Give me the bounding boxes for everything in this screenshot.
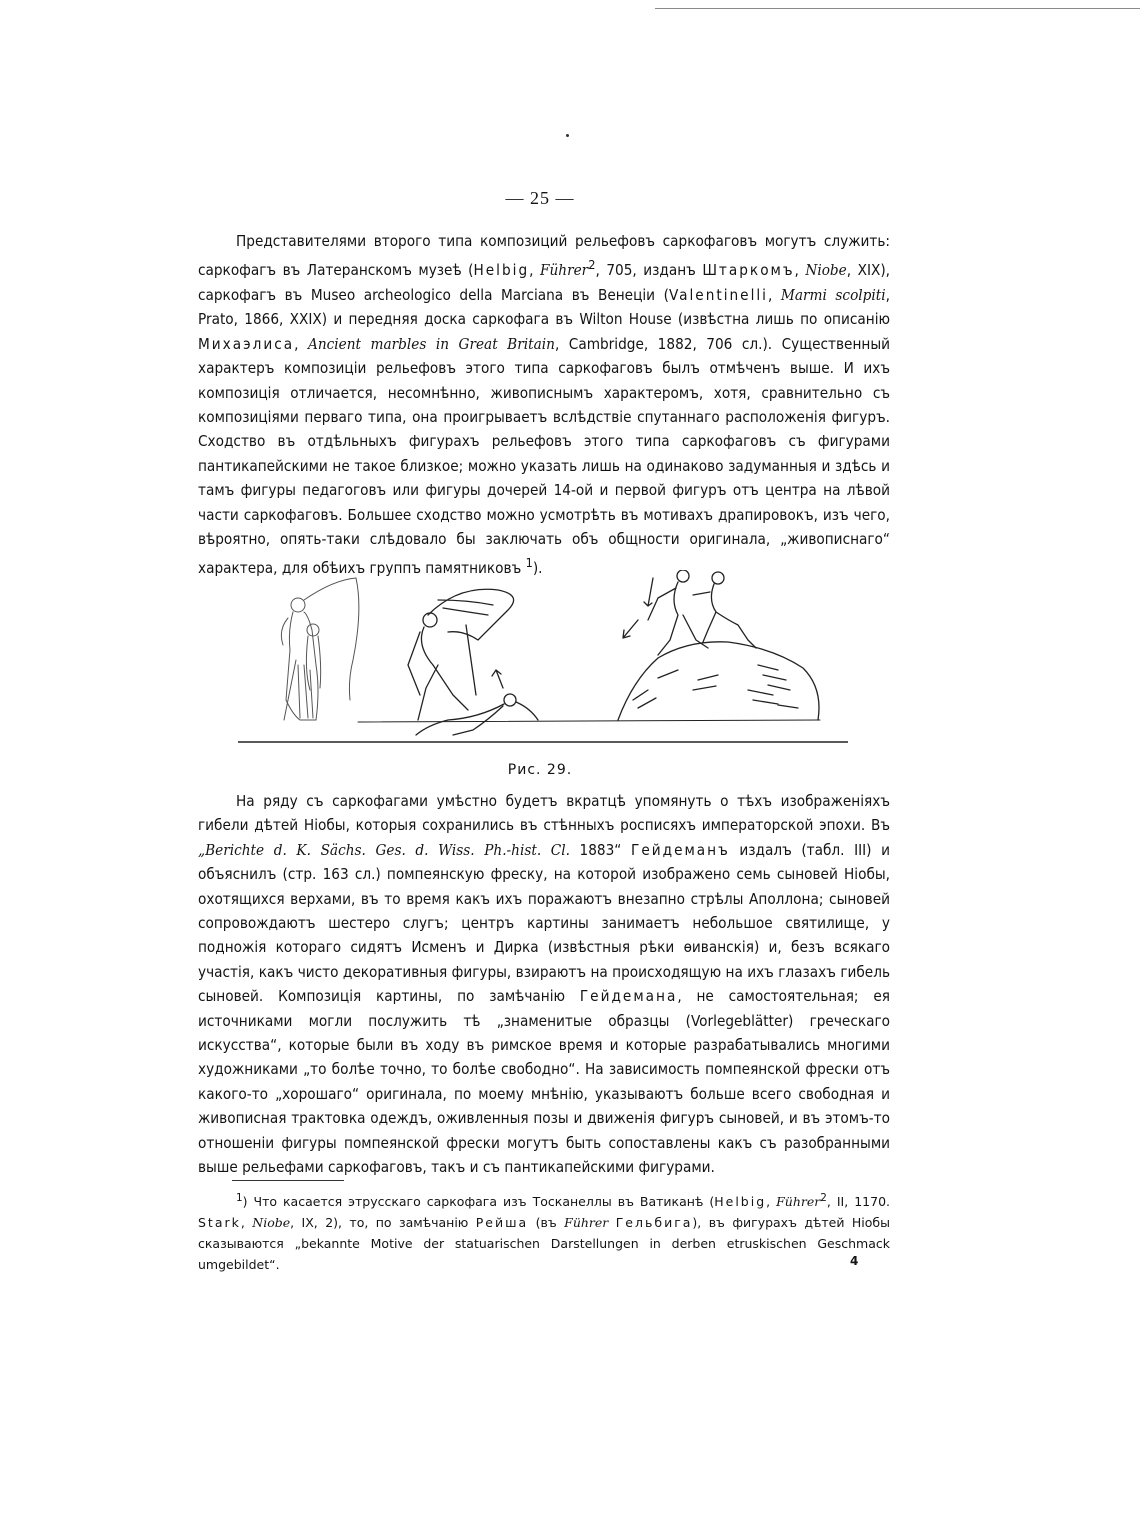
superscript: 2 bbox=[588, 257, 596, 273]
rock-with-figures bbox=[618, 570, 819, 720]
author-helbig: Helbig bbox=[714, 1194, 767, 1210]
author-helbig: Helbig bbox=[473, 261, 530, 280]
title-marmi-scolpiti: Marmi scolpiti bbox=[780, 285, 886, 304]
title-niobe: Niobe bbox=[805, 261, 847, 280]
veiled-woman-figure bbox=[281, 578, 359, 720]
title-fuhrer: Führer bbox=[776, 1194, 821, 1210]
author-michaelis: Михаэлиса bbox=[198, 334, 295, 353]
author-valentinelli: Valentinelli bbox=[668, 285, 768, 304]
text-span: Представителями второго типа композиций рельефовъ саркофаговъ могутъ служить: саркофагъ въ Латеранскомъ музеѣ ( bbox=[198, 232, 890, 280]
title-fuhrer: Führer bbox=[539, 261, 589, 280]
footnote-mark: 1 bbox=[236, 1192, 243, 1204]
figure-29-drawing bbox=[238, 570, 848, 750]
footnote-1: $^1$) Что касается этрусскаго саркофага изъ Тосканеллы въ Ватиканѣ (Helbig, Führer$^2$, II, 1170. Stark, Niobe, IX, 2), то, по замѣчанію Рейша (въ Führer Гельбига), въ фигурахъ дѣтей Ніобы сказываются „bekannte Motive der statuarischen Darstellungen in derben etruskischen Geschmack umgebildet“. bbox=[198, 1192, 890, 1273]
horizon-line bbox=[358, 720, 820, 722]
title-fuhrer: Führer bbox=[564, 1215, 609, 1231]
author-stark: Штаркомъ bbox=[702, 261, 795, 280]
title-berichte: „Berichte d. K. Sächs. Ges. d. Wiss. Ph.-hist. Cl. bbox=[198, 840, 570, 859]
signature-mark: 4 bbox=[850, 1254, 859, 1268]
author-stark: Stark bbox=[198, 1215, 241, 1231]
author-helbig-russian: Гельбига bbox=[615, 1215, 693, 1231]
footnote-reference: 1 bbox=[525, 555, 533, 571]
paragraph-1: Представителями второго типа композиций рельефовъ саркофаговъ могутъ служить: саркофагъ въ Латеранскомъ музеѣ (Helbig, Führer$^2$, 705, изданъ Штаркомъ, Niobe, XIX), саркофагъ въ Museo archeologico della Marciana въ Венеціи (Valentinelli, Marmi scolpiti, Prato, 1866, XXIX) и передняя доска саркофага въ Wilton House (извѣстна лишь по описанію Михаэлиса, Ancient marbles in Great Britain, Cambridge, 1882, 706 сл.). Существенный характеръ композиціи рельефовъ этого типа саркофаговъ былъ отмѣченъ выше. И ихъ композиція отличается, несомнѣнно, живописнымъ характеромъ, хотя, сравнительно съ композиціями перваго типа, она проигрываетъ вслѣдствіе спутаннаго расположенія фигуръ. Сходство въ отдѣльныхъ фигурахъ рельефовъ этого типа саркофаговъ съ фигурами пантикапейскими не такое близкое; можно указать лишь на одинаково задуманныя и здѣсь и тамъ фигуры педагоговъ или фигуры дочерей 14-ой и первой фигуръ отъ центра на лѣвой части саркофаговъ. Большее сходство можно усмотрѣть въ мотивахъ драпировокъ, изъ чего, вѣроятно, опять-таки слѣдовало бы заключать объ общности оригинала, „живописнаго“ характера, для обѣихъ группъ памятниковъ $^1$). bbox=[198, 232, 891, 578]
falling-son-figure bbox=[408, 589, 514, 720]
fallen-son-figure bbox=[416, 670, 538, 735]
top-border-line bbox=[655, 8, 1140, 9]
author-heydemann-genitive: Гейдемана bbox=[579, 987, 678, 1006]
title-ancient-marbles: Ancient marbles in Great Britain bbox=[307, 334, 555, 353]
footnote-separator bbox=[232, 1180, 344, 1181]
scan-speck bbox=[566, 134, 569, 137]
page-number: — 25 — bbox=[505, 188, 575, 208]
paragraph-2: На ряду съ саркофагами умѣстно будетъ вкратцѣ упомянуть о тѣхъ изображеніяхъ гибели дѣтей Ніобы, которыя сохранились въ стѣнныхъ росписяхъ императорской эпохи. Въ „Berichte d. K. Sächs. Ges. d. Wiss. Ph.-hist. Cl. 1883“ Гейдеманъ издалъ (табл. III) и объяснилъ (стр. 163 сл.) помпеянскую фреску, на которой изображено семь сыновей Ніобы, охотящихся верхами, въ то время какъ ихъ поражаютъ внезапно стрѣлы Аполлона; сыновей сопровождаютъ шестеро слугъ; центръ картины занимаетъ небольшое святилище, у подножія котораго сидятъ Исменъ и Дирка (извѣстныя рѣки ѳиванскія) и, безъ всякаго участія, какъ чисто декоративныя фигуры, взираютъ на происходящую на ихъ глазахъ гибель сыновей. Композиція картины, по замѣчанію Гейдемана, не самостоятельная; ея источниками могли послужить тѣ „знаменитые образцы (Vorlegeblätter) греческаго искусства“, которые были въ ходу въ римское время и которые разрабатывались многими художниками „то болѣе точно, то болѣе свободно“. На зависимость помпеянской фрески отъ какого-то „хорошаго“ оригинала, по моему мнѣнію, указываютъ больше всего свободная и живописная трактовка одеждъ, оживленныя позы и движенія фигуръ сыновей, и въ этомъ-то отношеніи фигуры помпеянской фрески могутъ быть сопоставлены какъ съ разобранными выше рельефами саркофаговъ, такъ и съ пантикапейскими фигурами. bbox=[198, 792, 890, 1177]
figure-caption: Рис. 29. bbox=[507, 762, 573, 778]
author-heydemann: Гейдеманъ bbox=[631, 840, 730, 859]
author-reisch: Рейша bbox=[475, 1215, 529, 1231]
title-niobe: Niobe bbox=[252, 1215, 291, 1231]
